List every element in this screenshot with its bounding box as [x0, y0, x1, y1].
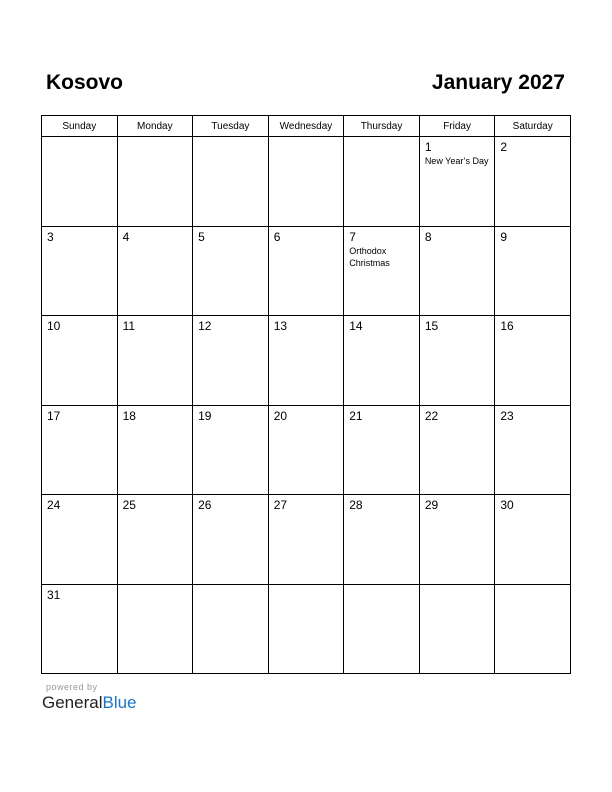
day-number — [344, 585, 419, 588]
day-cell — [42, 495, 118, 585]
week-row — [42, 226, 571, 316]
day-cell — [495, 495, 571, 585]
day-number: 25 — [122, 498, 136, 512]
day-cell — [344, 226, 420, 316]
weekday-sunday: Sunday — [42, 116, 118, 137]
day-number: 26 — [198, 498, 212, 512]
day-number: 3 — [47, 229, 54, 244]
day-cell — [42, 226, 118, 316]
empty-day-cell — [42, 137, 118, 227]
day-number — [269, 585, 344, 588]
empty-day-cell — [268, 137, 344, 227]
day-number: 31 — [47, 587, 61, 602]
week-row — [42, 316, 571, 406]
day-cell — [42, 316, 118, 406]
day-number: 2 — [500, 140, 508, 154]
day-number — [420, 585, 495, 588]
day-number — [42, 137, 117, 140]
day-cell — [344, 405, 420, 495]
day-number: 4 — [122, 229, 130, 244]
generalblue-logo[interactable] — [42, 693, 137, 713]
day-number — [118, 585, 193, 588]
day-number — [269, 137, 344, 140]
day-number: 9 — [500, 229, 508, 244]
day-cell — [117, 316, 193, 406]
weekday-friday: Friday — [419, 116, 495, 137]
day-cell — [419, 405, 495, 495]
brand-blue-text: Blue — [102, 693, 137, 712]
day-number: 28 — [349, 498, 363, 512]
day-number: 6 — [273, 229, 281, 244]
powered-by-label: powered by — [46, 682, 98, 692]
day-cell — [117, 226, 193, 316]
day-number: 8 — [424, 229, 432, 244]
day-number: 18 — [122, 408, 136, 423]
holiday-label: Orthodox Christmas — [349, 245, 390, 268]
day-number: 29 — [424, 498, 439, 512]
week-row — [42, 584, 571, 674]
weekday-tuesday: Tuesday — [193, 116, 269, 137]
empty-day-cell — [117, 584, 193, 674]
day-cell — [268, 316, 344, 406]
calendar-grid — [41, 115, 571, 674]
day-number — [118, 137, 193, 140]
day-cell — [268, 495, 344, 585]
day-number: 10 — [47, 319, 61, 333]
day-cell — [344, 316, 420, 406]
day-cell — [495, 405, 571, 495]
day-number: 12 — [198, 319, 212, 333]
day-number: 24 — [47, 498, 61, 512]
day-number: 15 — [424, 319, 439, 333]
day-cell — [495, 316, 571, 406]
empty-day-cell — [344, 584, 420, 674]
day-cell — [193, 226, 269, 316]
day-number: 14 — [349, 319, 363, 333]
day-cell — [419, 495, 495, 585]
empty-day-cell — [419, 584, 495, 674]
holiday-label: New Year’s Day — [424, 156, 489, 166]
day-cell — [344, 495, 420, 585]
day-number: 5 — [198, 229, 205, 244]
empty-day-cell — [193, 584, 269, 674]
day-number: 30 — [500, 498, 514, 512]
weekday-header-row — [42, 116, 571, 137]
weekday-wednesday: Wednesday — [268, 116, 344, 137]
day-number — [193, 585, 268, 588]
day-number: 13 — [273, 319, 288, 333]
day-cell — [117, 405, 193, 495]
empty-day-cell — [193, 137, 269, 227]
day-cell — [42, 405, 118, 495]
day-cell — [419, 137, 495, 227]
empty-day-cell — [344, 137, 420, 227]
day-number: 19 — [198, 408, 212, 423]
day-cell — [193, 405, 269, 495]
empty-day-cell — [117, 137, 193, 227]
day-number: 27 — [273, 498, 288, 512]
day-cell — [193, 316, 269, 406]
week-row — [42, 495, 571, 585]
day-number: 16 — [500, 319, 514, 333]
day-number: 7 — [349, 229, 356, 244]
day-number — [344, 137, 419, 140]
week-row — [42, 405, 571, 495]
day-cell — [193, 495, 269, 585]
day-cell — [419, 316, 495, 406]
day-cell — [268, 405, 344, 495]
day-number — [193, 137, 268, 140]
country-title: Kosovo — [46, 71, 124, 94]
day-cell — [268, 226, 344, 316]
day-number: 21 — [349, 408, 363, 423]
week-row — [42, 137, 571, 227]
day-number: 17 — [47, 408, 61, 423]
day-number: 20 — [273, 408, 288, 423]
weekday-saturday: Saturday — [495, 116, 571, 137]
empty-day-cell — [268, 584, 344, 674]
day-cell — [419, 226, 495, 316]
day-number: 11 — [122, 319, 136, 333]
day-number — [495, 585, 570, 588]
day-cell — [495, 137, 571, 227]
brand-general-text: General — [42, 693, 103, 712]
day-number: 1 — [424, 140, 432, 154]
weekday-monday: Monday — [117, 116, 193, 137]
empty-day-cell — [495, 584, 571, 674]
day-number: 22 — [424, 408, 439, 423]
month-year-title: January 2027 — [431, 71, 565, 94]
day-cell — [42, 584, 118, 674]
weekday-thursday: Thursday — [344, 116, 420, 137]
day-cell — [117, 495, 193, 585]
day-cell — [495, 226, 571, 316]
day-number: 23 — [500, 408, 514, 423]
